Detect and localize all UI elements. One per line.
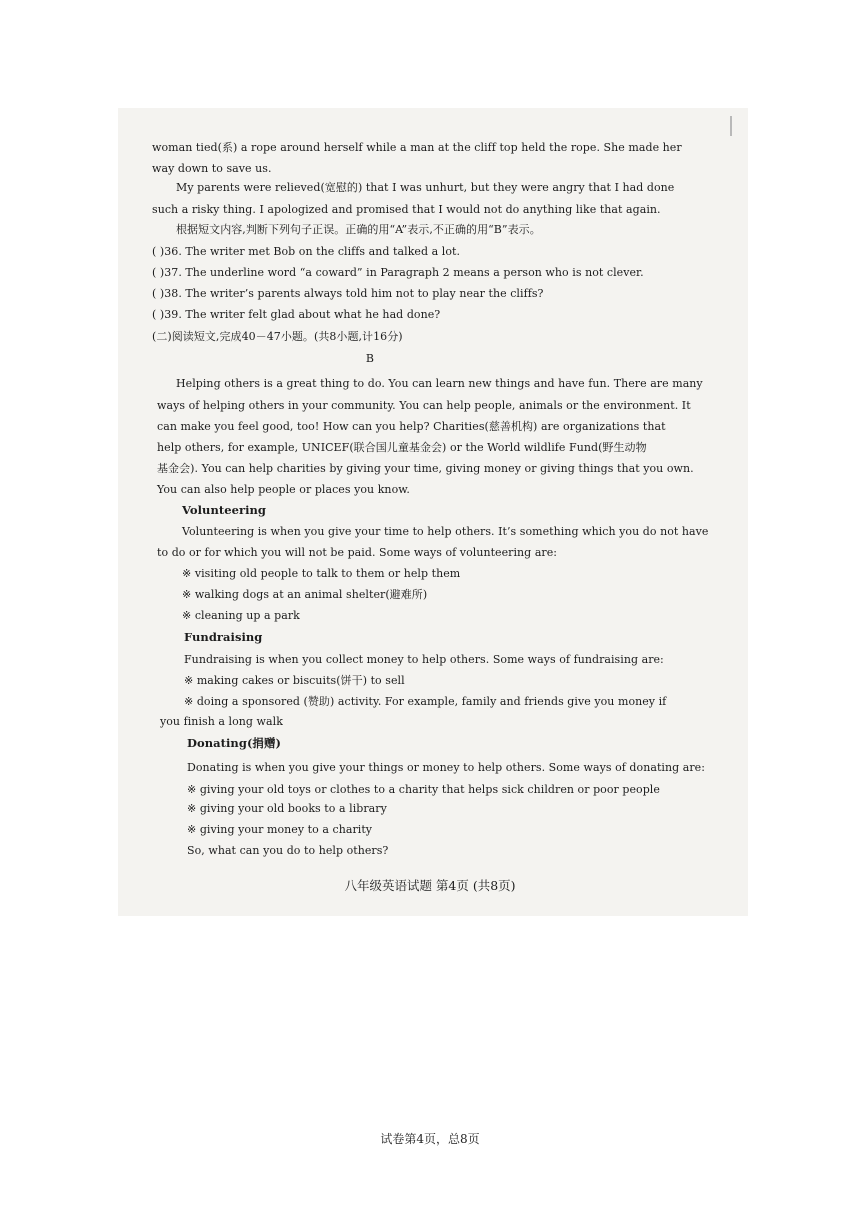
question-38: ( )38. The writer’s parents always told him not to play near the cliffs? xyxy=(152,287,544,300)
passage-line: such a risky thing. I apologized and promised that I would not do anything like that again. xyxy=(152,203,661,216)
volunteering-heading: Volunteering xyxy=(182,503,267,517)
page-footer: 试卷第4页，总8页 xyxy=(380,1132,480,1146)
donating-item: ※ giving your old toys or clothes to a charity that helps sick children or poor people xyxy=(187,783,660,796)
intro-line: can make you feel good, too! How can you help? Charities(慈善机构) are organizations that xyxy=(157,420,666,433)
intro-line: Helping others is a great thing to do. You can learn new things and have fun. There are many xyxy=(176,377,703,390)
volunteering-item: ※ walking dogs at an animal shelter(避难所) xyxy=(182,588,428,601)
passage-line: way down to save us. xyxy=(152,162,272,175)
closing-question: So, what can you do to help others? xyxy=(187,844,389,857)
fundraising-item: you finish a long walk xyxy=(160,715,283,728)
scan-edge-mark xyxy=(730,116,732,136)
intro-line: You can also help people or places you know. xyxy=(157,483,410,496)
donating-heading: Donating(捐赠) xyxy=(187,736,282,750)
intro-line: help others, for example, UNICEF(联合国儿童基金会) or the World wildlife Fund(野生动物 xyxy=(157,441,647,454)
volunteering-item: ※ visiting old people to talk to them or help them xyxy=(182,567,461,580)
volunteering-line: to do or for which you will not be paid. Some ways of volunteering are: xyxy=(157,546,558,559)
passage-letter: B xyxy=(365,352,375,365)
section-heading: (二)阅读短文,完成40－47小题。(共8小题,计16分) xyxy=(152,330,403,343)
volunteering-line: Volunteering is when you give your time to help others. It’s something which you do not have xyxy=(182,525,709,538)
question-39: ( )39. The writer felt glad about what he had done? xyxy=(152,308,441,321)
fundraising-item: ※ making cakes or biscuits(饼干) to sell xyxy=(184,674,405,687)
fundraising-heading: Fundraising xyxy=(184,630,263,644)
passage-line: My parents were relieved(宽慰的) that I was unhurt, but they were angry that I had done xyxy=(176,181,675,194)
fundraising-line: Fundraising is when you collect money to help others. Some ways of fundraising are: xyxy=(184,653,664,666)
donating-line: Donating is when you give your things or money to help others. Some ways of donating are: xyxy=(187,761,705,774)
exam-page-number: 八年级英语试题 第4页 (共8页) xyxy=(344,878,516,893)
volunteering-item: ※ cleaning up a park xyxy=(182,609,300,622)
donating-item: ※ giving your money to a charity xyxy=(187,823,373,836)
question-36: ( )36. The writer met Bob on the cliffs and talked a lot. xyxy=(152,245,461,258)
donating-item: ※ giving your old books to a library xyxy=(187,802,387,815)
passage-line: woman tied(系) a rope around herself while a man at the cliff top held the rope. She made her xyxy=(152,141,682,154)
intro-line: ways of helping others in your community. You can help people, animals or the environment. It xyxy=(157,399,691,412)
fundraising-item: ※ doing a sponsored (赞助) activity. For example, family and friends give you money if xyxy=(184,695,667,708)
instruction-text: 根据短文内容,判断下列句子正误。正确的用“A”表示,不正确的用“B”表示。 xyxy=(176,223,541,236)
intro-line: 基金会). You can help charities by giving your time, giving money or giving things that you own. xyxy=(157,462,694,475)
question-37: ( )37. The underline word “a coward” in Paragraph 2 means a person who is not clever. xyxy=(152,266,644,279)
